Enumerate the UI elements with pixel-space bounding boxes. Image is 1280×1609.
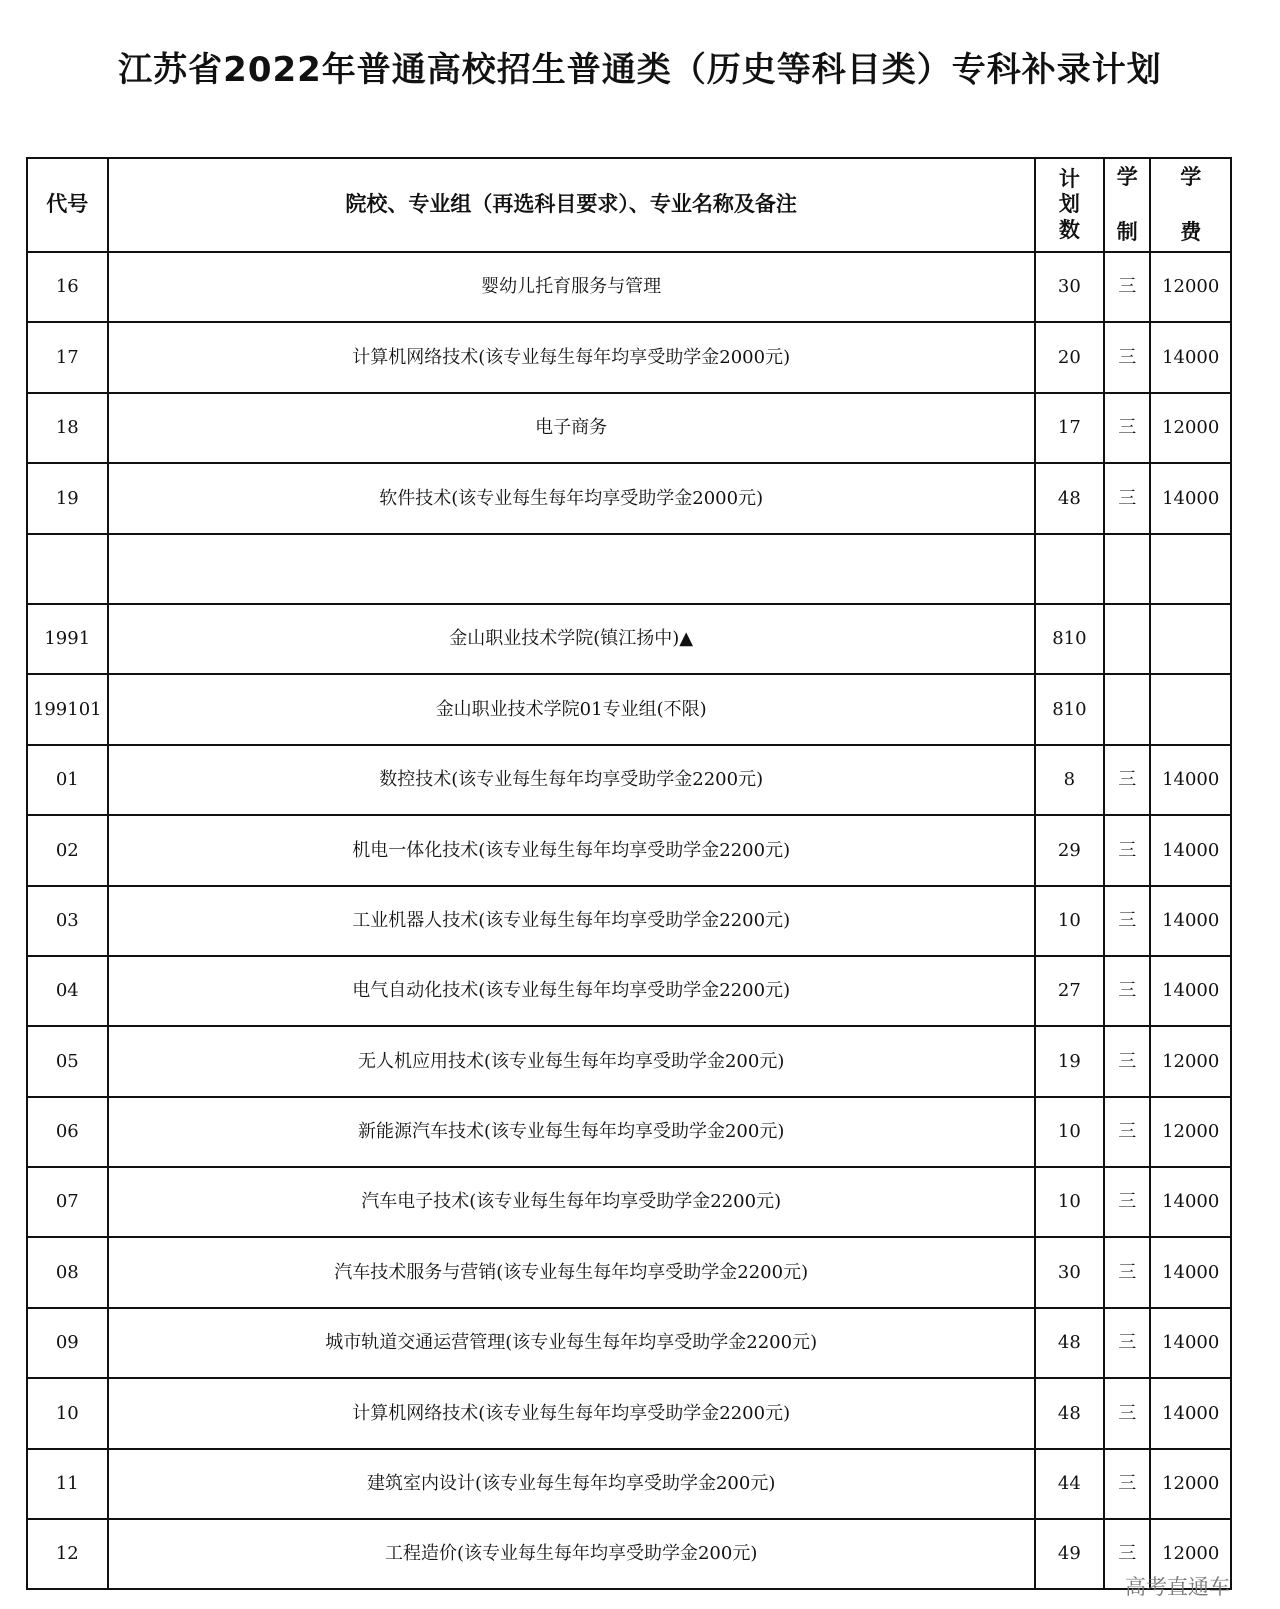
cell-fee <box>1150 534 1231 604</box>
cell-name: 汽车电子技术(该专业每生每年均享受助学金2200元) <box>108 1167 1035 1237</box>
header-plan <box>1035 158 1104 252</box>
cell-name: 电子商务 <box>108 393 1035 463</box>
cell-duration: 三 <box>1104 1449 1150 1519</box>
cell-fee: 14000 <box>1150 1308 1231 1378</box>
cell-name: 新能源汽车技术(该专业每生每年均享受助学金200元) <box>108 1097 1035 1167</box>
table-row <box>27 463 1231 533</box>
table-row <box>27 534 1231 604</box>
cell-name: 计算机网络技术(该专业每生每年均享受助学金2200元) <box>108 1378 1035 1448</box>
cell-plan: 48 <box>1035 1308 1104 1378</box>
cell-duration: 三 <box>1104 463 1150 533</box>
cell-fee: 14000 <box>1150 1378 1231 1448</box>
cell-code: 16 <box>27 252 108 322</box>
table-body <box>27 252 1231 1589</box>
cell-duration: 三 <box>1104 252 1150 322</box>
table-row <box>27 1308 1231 1378</box>
header-name: 院校、专业组（再选科目要求）、专业名称及备注 <box>108 158 1035 252</box>
cell-name: 汽车技术服务与营销(该专业每生每年均享受助学金2200元) <box>108 1237 1035 1307</box>
cell-fee: 14000 <box>1150 322 1231 392</box>
header-duration-char: 制 <box>1116 219 1138 244</box>
cell-plan: 10 <box>1035 886 1104 956</box>
cell-duration: 三 <box>1104 322 1150 392</box>
table-row <box>27 604 1231 674</box>
table-row <box>27 1449 1231 1519</box>
header-duration-char: 学 <box>1116 165 1138 190</box>
table-row <box>27 674 1231 744</box>
cell-fee: 14000 <box>1150 1167 1231 1237</box>
table-row <box>27 1097 1231 1167</box>
cell-name: 工业机器人技术(该专业每生每年均享受助学金2200元) <box>108 886 1035 956</box>
cell-name: 金山职业技术学院01专业组(不限) <box>108 674 1035 744</box>
header-fee <box>1150 158 1231 252</box>
cell-duration: 三 <box>1104 956 1150 1026</box>
cell-code: 10 <box>27 1378 108 1448</box>
cell-plan: 20 <box>1035 322 1104 392</box>
cell-code <box>27 534 108 604</box>
cell-name: 无人机应用技术(该专业每生每年均享受助学金200元) <box>108 1026 1035 1096</box>
cell-fee: 12000 <box>1150 393 1231 463</box>
cell-code: 07 <box>27 1167 108 1237</box>
cell-plan: 48 <box>1035 463 1104 533</box>
cell-name: 金山职业技术学院(镇江扬中)▲ <box>108 604 1035 674</box>
watermark: 高考直通车 <box>1125 1575 1230 1599</box>
cell-code: 06 <box>27 1097 108 1167</box>
cell-duration: 三 <box>1104 1308 1150 1378</box>
cell-fee: 14000 <box>1150 1237 1231 1307</box>
cell-duration: 三 <box>1104 745 1150 815</box>
header-plan-char: 划 <box>1058 192 1080 217</box>
cell-plan <box>1035 534 1104 604</box>
cell-fee: 12000 <box>1150 1026 1231 1096</box>
cell-name: 机电一体化技术(该专业每生每年均享受助学金2200元) <box>108 815 1035 885</box>
header-duration <box>1104 158 1150 252</box>
header-code: 代号 <box>27 158 108 252</box>
cell-code: 11 <box>27 1449 108 1519</box>
table-row <box>27 322 1231 392</box>
cell-fee: 14000 <box>1150 886 1231 956</box>
cell-name: 婴幼儿托育服务与管理 <box>108 252 1035 322</box>
cell-plan: 810 <box>1035 674 1104 744</box>
cell-code: 04 <box>27 956 108 1026</box>
cell-duration: 三 <box>1104 1026 1150 1096</box>
cell-code: 19 <box>27 463 108 533</box>
cell-duration: 三 <box>1104 1097 1150 1167</box>
table-row <box>27 886 1231 956</box>
cell-plan: 10 <box>1035 1167 1104 1237</box>
cell-name: 城市轨道交通运营管理(该专业每生每年均享受助学金2200元) <box>108 1308 1035 1378</box>
cell-fee: 12000 <box>1150 252 1231 322</box>
cell-code: 03 <box>27 886 108 956</box>
cell-plan: 44 <box>1035 1449 1104 1519</box>
cell-name <box>108 534 1035 604</box>
table-row <box>27 252 1231 322</box>
header-plan-char: 计 <box>1058 167 1080 192</box>
cell-duration: 三 <box>1104 815 1150 885</box>
table-row <box>27 956 1231 1026</box>
cell-name: 计算机网络技术(该专业每生每年均享受助学金2000元) <box>108 322 1035 392</box>
table-row <box>27 1519 1231 1589</box>
cell-code: 02 <box>27 815 108 885</box>
cell-fee: 14000 <box>1150 745 1231 815</box>
table-row <box>27 1237 1231 1307</box>
cell-duration <box>1104 604 1150 674</box>
cell-code: 01 <box>27 745 108 815</box>
table-row <box>27 745 1231 815</box>
table-row <box>27 1378 1231 1448</box>
cell-plan: 48 <box>1035 1378 1104 1448</box>
cell-code: 18 <box>27 393 108 463</box>
cell-fee <box>1150 604 1231 674</box>
table-row <box>27 1167 1231 1237</box>
cell-plan: 810 <box>1035 604 1104 674</box>
table-row <box>27 393 1231 463</box>
cell-duration: 三 <box>1104 1167 1150 1237</box>
cell-plan: 27 <box>1035 956 1104 1026</box>
admission-plan-table <box>26 157 1232 1590</box>
cell-code: 17 <box>27 322 108 392</box>
cell-plan: 8 <box>1035 745 1104 815</box>
cell-fee <box>1150 674 1231 744</box>
table-header-row <box>27 158 1231 252</box>
table-row <box>27 815 1231 885</box>
cell-fee: 14000 <box>1150 463 1231 533</box>
header-plan-char: 数 <box>1058 217 1080 242</box>
cell-duration: 三 <box>1104 1378 1150 1448</box>
cell-plan: 19 <box>1035 1026 1104 1096</box>
cell-plan: 49 <box>1035 1519 1104 1589</box>
cell-fee: 12000 <box>1150 1519 1231 1589</box>
header-fee-char: 学 <box>1180 165 1202 190</box>
cell-duration <box>1104 534 1150 604</box>
cell-name: 建筑室内设计(该专业每生每年均享受助学金200元) <box>108 1449 1035 1519</box>
cell-fee: 14000 <box>1150 956 1231 1026</box>
cell-code: 1991 <box>27 604 108 674</box>
cell-plan: 10 <box>1035 1097 1104 1167</box>
cell-name: 软件技术(该专业每生每年均享受助学金2000元) <box>108 463 1035 533</box>
cell-duration: 三 <box>1104 886 1150 956</box>
cell-code: 12 <box>27 1519 108 1589</box>
cell-plan: 17 <box>1035 393 1104 463</box>
cell-duration <box>1104 674 1150 744</box>
cell-plan: 30 <box>1035 252 1104 322</box>
header-fee-char: 费 <box>1180 219 1202 244</box>
cell-plan: 29 <box>1035 815 1104 885</box>
cell-name: 数控技术(该专业每生每年均享受助学金2200元) <box>108 745 1035 815</box>
cell-name: 工程造价(该专业每生每年均享受助学金200元) <box>108 1519 1035 1589</box>
page-title: 江苏省2022年普通高校招生普通类（历史等科目类）专科补录计划 <box>118 50 1162 90</box>
cell-fee: 12000 <box>1150 1449 1231 1519</box>
cell-code: 199101 <box>27 674 108 744</box>
cell-duration: 三 <box>1104 1237 1150 1307</box>
cell-duration: 三 <box>1104 393 1150 463</box>
cell-duration: 三 <box>1104 1519 1150 1589</box>
cell-plan: 30 <box>1035 1237 1104 1307</box>
table-row <box>27 1026 1231 1096</box>
cell-name: 电气自动化技术(该专业每生每年均享受助学金2200元) <box>108 956 1035 1026</box>
cell-fee: 14000 <box>1150 815 1231 885</box>
cell-code: 09 <box>27 1308 108 1378</box>
cell-fee: 12000 <box>1150 1097 1231 1167</box>
cell-code: 08 <box>27 1237 108 1307</box>
cell-code: 05 <box>27 1026 108 1096</box>
